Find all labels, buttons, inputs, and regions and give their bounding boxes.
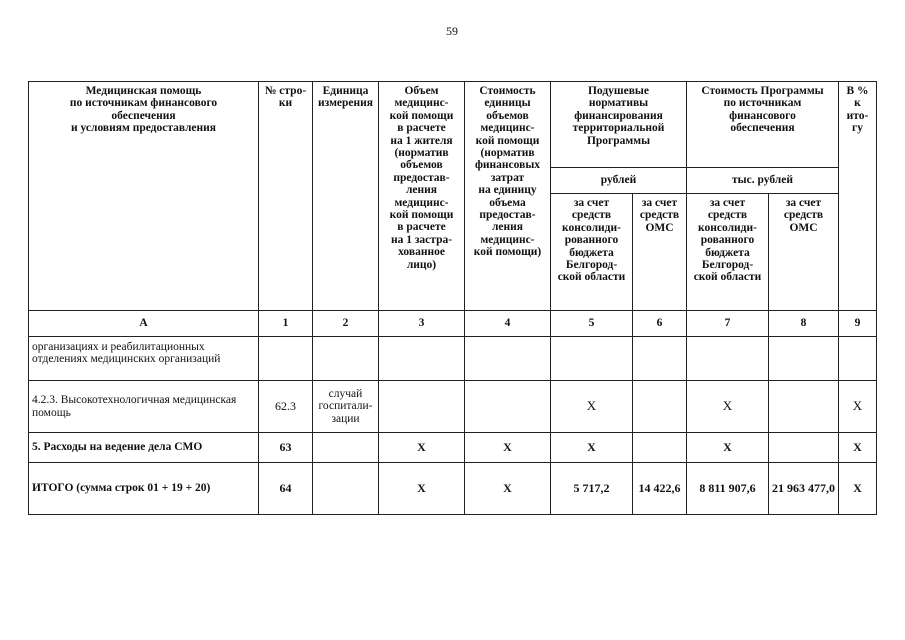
row-value-cell-text: 5 717,2 xyxy=(573,481,610,496)
column-number-cell-text: 7 xyxy=(724,317,731,330)
header-col-4-line: кой помощи xyxy=(475,134,540,147)
column-number-cell xyxy=(258,310,313,337)
row-value-cell xyxy=(258,380,313,433)
header-group-program-cost-line: финансового xyxy=(729,109,796,122)
row-value-cell xyxy=(838,380,877,433)
row-value-cell-text: 14 422,6 xyxy=(638,481,681,496)
header-col-2-line: Единица xyxy=(322,85,369,97)
row-name-cell xyxy=(28,380,259,433)
header-col-6-line: ОМС xyxy=(645,221,674,234)
column-number-cell-text: 6 xyxy=(656,317,663,330)
header-col-3-line: кой помощи xyxy=(389,109,454,122)
header-col-5 xyxy=(550,193,633,311)
header-col-7-line: Белгород- xyxy=(701,259,754,272)
header-col-7-line: ской области xyxy=(693,271,762,284)
row-value-cell xyxy=(686,462,769,515)
row-value-cell xyxy=(768,432,839,463)
row-value-cell xyxy=(312,462,379,515)
row-value-cell-text: случай госпитали- зации xyxy=(318,387,373,425)
header-col-4-line: на единицу xyxy=(478,184,537,197)
row-value-cell xyxy=(768,336,839,381)
header-col-1-line: № стро- xyxy=(264,85,307,97)
row-value-cell-text: X xyxy=(853,481,862,496)
row-value-cell xyxy=(258,432,313,463)
row-name-cell-text: 4.2.3. Высокотехнологичная медицинская помощь xyxy=(32,394,237,419)
header-col-7-line: за счет xyxy=(709,197,746,209)
column-number-cell-text: 5 xyxy=(588,317,595,330)
row-value-cell xyxy=(378,462,465,515)
header-group-per-capita-line: нормативы xyxy=(588,97,649,110)
header-col-7-line: рованного xyxy=(700,234,755,247)
row-value-cell xyxy=(632,432,687,463)
header-col-4-line: предостав- xyxy=(479,209,536,222)
header-col-a-line: по источникам финансового xyxy=(69,97,218,110)
header-col-4-line: финансовых xyxy=(474,159,541,172)
header-col-4-line: объемов xyxy=(486,109,529,122)
header-group-per-capita-line: Подушевые xyxy=(587,85,650,97)
header-col-5-line: бюджета xyxy=(569,246,614,259)
row-value-cell xyxy=(632,380,687,433)
row-value-cell xyxy=(632,462,687,515)
row-value-cell xyxy=(550,432,633,463)
column-number-cell-text: 3 xyxy=(418,317,425,330)
header-col-3-line: (норматив xyxy=(394,147,449,160)
header-col-3-line: лицо) xyxy=(406,258,437,271)
header-col-3-line: в расчете xyxy=(397,221,446,234)
header-unit-rubles xyxy=(550,167,687,194)
header-col-4 xyxy=(464,81,551,311)
row-value-cell-text: X xyxy=(586,398,597,414)
column-number-cell-text: 2 xyxy=(342,317,349,330)
header-col-4-line: медицинс- xyxy=(480,122,535,135)
header-col-3-line: объемов xyxy=(400,159,443,172)
header-col-9-line: В % xyxy=(846,85,869,97)
header-col-6 xyxy=(632,193,687,311)
header-unit-rubles-text: рублей xyxy=(600,174,637,187)
row-value-cell-text: X xyxy=(723,440,732,455)
header-col-4-line: медицинс- xyxy=(480,233,535,246)
row-value-cell xyxy=(464,380,551,433)
header-col-5-line: Белгород- xyxy=(565,259,618,272)
row-value-cell xyxy=(464,336,551,381)
header-col-3-line: медицинс- xyxy=(394,97,449,110)
row-value-cell-text: X xyxy=(503,440,512,455)
column-number-cell xyxy=(550,310,633,337)
header-col-4-line: Стоимость xyxy=(479,85,536,97)
row-value-cell xyxy=(838,462,877,515)
header-col-9-line: гу xyxy=(852,122,863,135)
column-number-cell xyxy=(686,310,769,337)
header-col-3-line: хованное xyxy=(398,246,445,259)
header-col-4-line: кой помощи) xyxy=(473,246,542,259)
row-value-cell xyxy=(378,432,465,463)
header-col-9 xyxy=(838,81,877,311)
header-col-4-line: затрат xyxy=(490,171,525,184)
header-group-program-cost-line: Стоимость Программы xyxy=(701,85,824,97)
header-col-5-line: ской области xyxy=(557,271,626,284)
header-col-2-line: измерения xyxy=(318,97,373,110)
row-name-cell-text: организациях и реабилитационных отделениях медицинских организаций xyxy=(32,341,221,366)
header-unit-thousand-rubles xyxy=(686,167,839,194)
header-col-a xyxy=(28,81,259,311)
header-col-7-line: средств xyxy=(707,209,748,222)
row-value-cell xyxy=(768,462,839,515)
header-col-3-line: ления xyxy=(405,184,438,197)
header-col-8 xyxy=(768,193,839,311)
header-col-2 xyxy=(312,81,379,311)
header-col-5-line: за счет xyxy=(573,197,610,209)
row-value-cell xyxy=(312,380,379,433)
row-value-cell-text: X xyxy=(587,440,596,455)
row-value-cell xyxy=(632,336,687,381)
header-col-7 xyxy=(686,193,769,311)
header-col-9-line: ито- xyxy=(846,109,869,122)
row-value-cell xyxy=(378,380,465,433)
header-col-5-line: средств xyxy=(571,209,612,222)
header-group-program-cost xyxy=(686,81,839,168)
row-value-cell xyxy=(312,336,379,381)
row-value-cell-text: X xyxy=(722,398,733,414)
header-col-4-line: ления xyxy=(491,221,524,234)
column-number-cell xyxy=(768,310,839,337)
column-number-cell xyxy=(464,310,551,337)
row-value-cell-text: 63 xyxy=(279,440,292,455)
header-unit-thousand-rubles-text: тыс. рублей xyxy=(732,174,793,187)
row-value-cell xyxy=(838,432,877,463)
header-group-program-cost-line: обеспечения xyxy=(730,122,795,135)
row-value-cell xyxy=(464,432,551,463)
page-number: 59 xyxy=(446,24,458,38)
row-value-cell xyxy=(838,336,877,381)
header-col-a-line: обеспечения xyxy=(111,109,176,122)
header-col-8-line: за счет xyxy=(785,197,822,209)
header-col-5-line: рованного xyxy=(564,234,619,247)
header-col-5-line: консолиди- xyxy=(562,221,621,234)
header-col-3 xyxy=(378,81,465,311)
row-value-cell xyxy=(312,432,379,463)
header-col-7-line: бюджета xyxy=(705,246,750,259)
row-value-cell-text: X xyxy=(853,440,862,455)
header-col-7-line: консолиди- xyxy=(698,221,757,234)
header-group-per-capita xyxy=(550,81,687,168)
header-col-1 xyxy=(258,81,313,311)
header-col-8-line: ОМС xyxy=(789,221,818,234)
column-number-cell-text: 4 xyxy=(504,317,511,330)
row-value-cell-text: 64 xyxy=(279,481,292,496)
row-value-cell xyxy=(686,432,769,463)
row-value-cell xyxy=(258,336,313,381)
header-col-3-line: на 1 жителя xyxy=(390,134,453,147)
row-value-cell-text: 8 811 907,6 xyxy=(699,481,756,496)
header-col-4-line: объема xyxy=(489,196,526,209)
header-col-3-line: медицинс- xyxy=(394,196,449,209)
row-value-cell-text: X xyxy=(503,481,512,496)
row-value-cell-text: X xyxy=(852,398,863,414)
header-col-3-line: кой помощи xyxy=(389,209,454,222)
row-value-cell xyxy=(768,380,839,433)
row-value-cell-text: 62.3 xyxy=(275,399,296,414)
row-value-cell-text: X xyxy=(417,481,426,496)
row-value-cell xyxy=(550,336,633,381)
row-value-cell xyxy=(258,462,313,515)
column-number-cell xyxy=(378,310,465,337)
column-number-cell xyxy=(312,310,379,337)
row-value-cell xyxy=(686,380,769,433)
header-group-program-cost-line: по источникам xyxy=(723,97,802,110)
header-col-3-line: в расчете xyxy=(397,122,446,135)
column-number-cell xyxy=(632,310,687,337)
row-name-cell-text: ИТОГО (сумма строк 01 + 19 + 20) xyxy=(32,482,211,495)
row-value-cell xyxy=(550,462,633,515)
row-value-cell xyxy=(378,336,465,381)
row-name-cell xyxy=(28,462,259,515)
header-col-3-line: на 1 застра- xyxy=(390,233,453,246)
header-col-4-line: (норматив xyxy=(480,147,535,160)
header-col-a-line: и условиям предоставления xyxy=(71,122,216,135)
header-col-8-line: средств xyxy=(783,209,824,222)
row-value-cell xyxy=(550,380,633,433)
header-col-a-line: Медицинская помощь xyxy=(85,85,202,97)
row-value-cell-text: 21 963 477,0 xyxy=(772,481,835,496)
column-number-cell xyxy=(28,310,259,337)
column-number-cell-text: 8 xyxy=(800,317,807,330)
row-name-cell xyxy=(28,432,259,463)
row-value-cell xyxy=(464,462,551,515)
column-number-cell xyxy=(838,310,877,337)
header-col-3-line: Объем xyxy=(404,85,439,97)
header-col-1-line: ки xyxy=(278,97,293,110)
row-name-cell xyxy=(28,336,259,381)
row-value-cell xyxy=(686,336,769,381)
header-group-per-capita-line: Программы xyxy=(586,134,651,147)
header-group-per-capita-line: финансирования xyxy=(574,109,663,122)
header-col-6-line: за счет xyxy=(641,197,678,209)
row-name-cell-text: 5. Расходы на ведение дела СМО xyxy=(32,441,203,454)
header-col-4-line: единицы xyxy=(484,97,531,110)
row-value-cell-text: X xyxy=(417,440,426,455)
header-group-per-capita-line: территориальной xyxy=(572,122,665,135)
column-number-cell-text: А xyxy=(139,317,148,330)
column-number-cell-text: 1 xyxy=(282,317,289,330)
header-col-6-line: средств xyxy=(639,209,680,222)
header-col-9-line: к xyxy=(854,97,861,110)
column-number-cell-text: 9 xyxy=(854,317,861,330)
header-col-3-line: предостав- xyxy=(393,171,450,184)
